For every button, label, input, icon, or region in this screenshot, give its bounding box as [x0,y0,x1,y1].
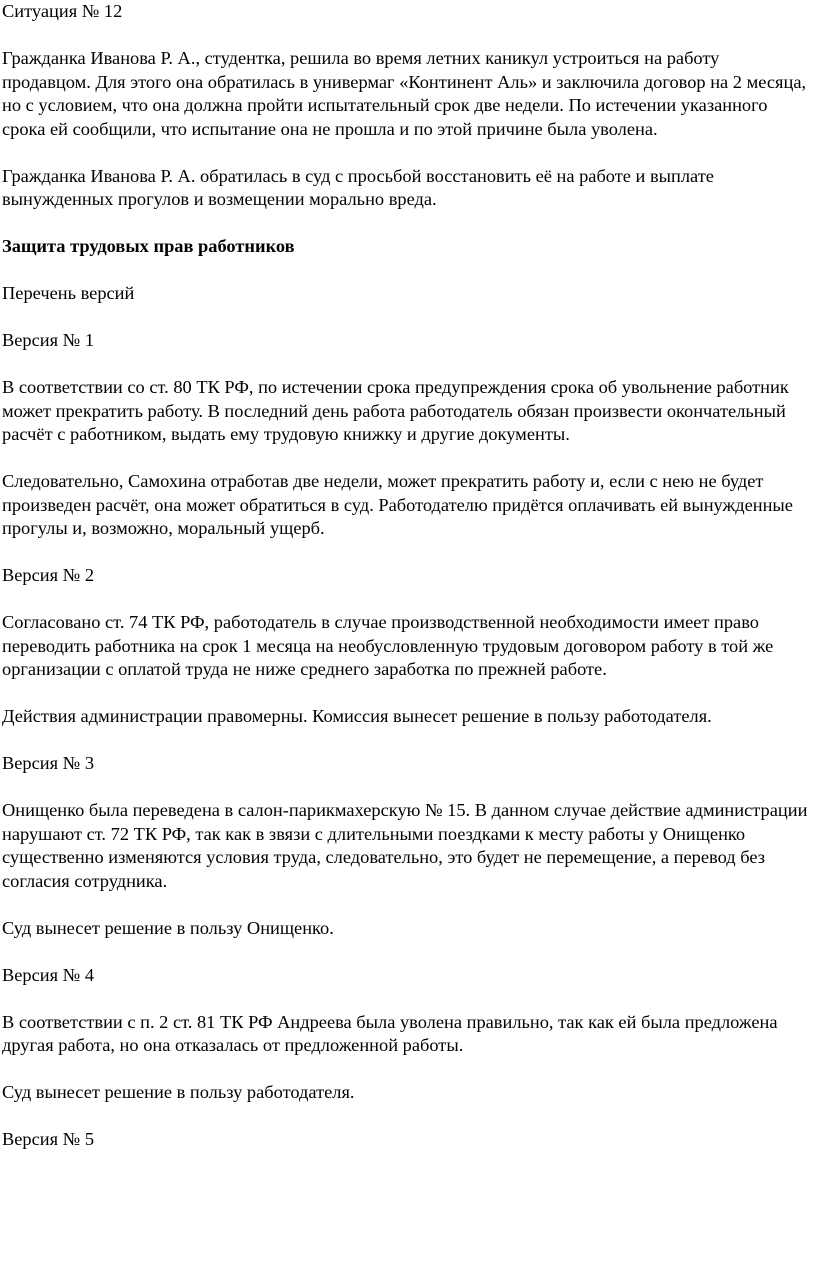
versions-list-label: Перечень версий [2,283,135,303]
version-4-paragraph: В соответствии с п. 2 ст. 81 ТК РФ Андреева была уволена правильно, так как ей была предложена другая работа, но она отказалась от предложенной работы. [2,1011,778,1055]
situation-paragraph: Гражданка Иванова Р. А., студентка, решила во время летних каникул устроиться на работу продавцом. Для этого она обратилась в универмаг «Континент Аль» и заключила договор на 2 месяца, но с условием, что она должна пройти испытательный срок две недели. По истечении указанного срока ей сообщили, что испытание она не прошла и по этой причине была уволена. [2,48,807,139]
version-3-paragraph: Суд вынесет решение в пользу Онищенко. [2,917,334,938]
situation-title: Ситуация № 12 [2,1,123,21]
version-1-paragraph: Следовательно, Самохина отработав две недели, может прекратить работу и, если с нею не будет произведен расчёт, она может обратиться в суд. Работодателю придётся оплачивать ей вынужденные прогулы и, возможно, моральный ущерб. [2,471,793,538]
version-2-paragraph: Действия администрации правомерны. Комиссия вынесет решение в пользу работодателя. [2,706,712,726]
version-1-label: Версия № 1 [2,330,95,350]
version-5-label: Версия № 5 [2,1129,95,1149]
version-3-label: Версия № 3 [2,753,95,773]
version-3-paragraph: Онищенко была переведена в салон-парикмахерскую № 15. В данном случае действие администрации нарушают ст. 72 ТК РФ, так как в звязи с длительными поездками к месту работы у Онищенко существенно изменяются условия труда, следовательно, это будет не перемещение, а перевод без согласия сотрудника. [2,800,808,891]
version-2-label: Версия № 2 [2,565,95,585]
version-4-label: Версия № 4 [2,964,95,985]
version-4-paragraph: Суд вынесет решение в пользу работодателя. [2,1082,355,1102]
topic-heading: Защита трудовых прав работников [2,236,295,256]
version-1-paragraph: В соответствии со ст. 80 ТК РФ, по истечении срока предупреждения срока об увольнение работник может прекратить работу. В последний день работа работодатель обязан произвести окончательный расчёт с работником, выдать ему трудовую книжку и другие документы. [2,377,789,444]
version-2-paragraph: Согласовано ст. 74 ТК РФ, работодатель в случае производственной необходимости имеет право переводить работника на срок 1 месяца на необусловленную трудовым договором работу в той же организации с оплатой труда не ниже среднего заработка по прежней работе. [2,612,774,679]
situation-paragraph: Гражданка Иванова Р. А. обратилась в суд с просьбой восстановить её на работе и выплате вынужденных прогулов и возмещении морально вреда. [2,165,714,209]
